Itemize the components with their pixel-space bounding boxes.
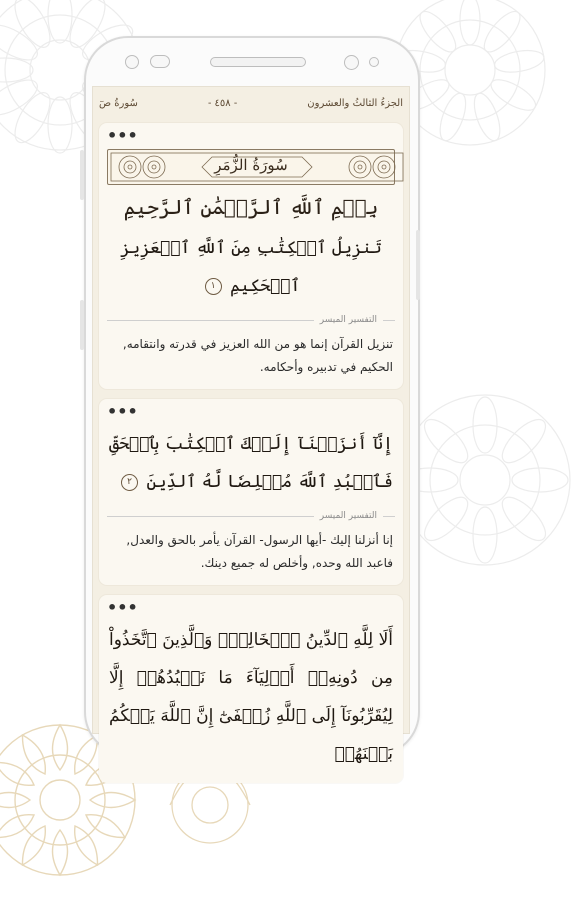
tafsir-label: التفسير الميسر [319,511,377,521]
verse-text[interactable] [107,229,395,305]
surah-title: سُورَةُ الزُّمَرِ [214,156,288,174]
more-options-icon[interactable]: ••• [107,126,138,145]
earpiece-speaker [210,57,306,67]
verse-card [99,123,403,389]
phone-side-button-right [416,230,420,300]
secondary-sensor-icon [369,57,379,67]
tafsir-divider [107,315,395,325]
verse-words: إِنَّآ أَنزَلۡنَآ إِلَيۡكَ ٱلۡكِتَٰبَ بِٱلۡحَقِّ فَٱعۡبُدِ ٱللَّهَ مُخۡلِصٗا لَّهُ ٱلدِّينَ [109,434,393,492]
juz-indicator: الجزءُ الثالثُ والعشرون [307,97,403,109]
verse-words: تَنزِيلُ ٱلۡكِتَٰبِ مِنَ ٱللَّهِ ٱلۡعَزِيزِ ٱلۡحَكِيمِ [120,238,382,296]
verse-card [99,595,403,783]
verse-text[interactable] [107,621,395,773]
surah-title-banner [107,149,395,185]
ayah-number-badge: ٢ [121,474,138,491]
front-camera-icon [125,55,139,69]
tafsir-text: إنا أنزلنا إليك -أيها الرسول- القرآن يأمر بالحق والعدل, فاعبد الله وحده, وأخلص له جميع دينك. [126,533,393,570]
basmala: بِسۡمِ ٱللَّهِ ٱلرَّحۡمَٰنِ ٱلرَّحِيمِ [123,195,379,219]
proximity-sensor [150,55,170,68]
phone-side-button-left-lower [80,300,84,350]
background-mandala-right [395,380,575,580]
divider-line [383,320,395,321]
verse-text[interactable] [107,425,395,501]
verse-words: أَلَا لِلَّهِ ٱلدِّينُ ٱلۡخَالِصُۚ وَٱلَّذِينَ ٱتَّخَذُواْ مِن دُونِهِۦٓ أَوۡلِيَآءَ مَا نَعۡبُدُهُمۡ إِلَّا لِيُقَرِّبُونَآ إِلَى ٱللَّهِ زُلۡفَىٰٓ إِنَّ ٱللَّهَ يَحۡكُمُ بَيۡنَهُمۡ [109,630,393,764]
ayah-number-badge: ١ [205,278,222,295]
divider-line [383,516,395,517]
tafsir-label: التفسير الميسر [319,315,377,325]
divider-line [107,320,314,321]
phone-side-button-left [80,150,84,200]
more-options-icon[interactable]: ••• [107,402,138,421]
more-options-icon[interactable]: ••• [107,598,138,617]
app-screen[interactable] [92,86,410,764]
page-number: - ٤٥٨ - [207,97,238,109]
page-header [93,87,409,119]
light-sensor-icon [344,55,359,70]
divider-line [107,516,314,517]
verse-card [99,399,403,585]
tafsir-text: تنزيل القرآن إنما هو من الله العزيز في قدرته وانتقامه, الحكيم في تدبيره وأحكامه. [122,337,393,374]
tafsir-divider [107,511,395,521]
surah-indicator: سُورةُ صٓ [99,97,138,109]
